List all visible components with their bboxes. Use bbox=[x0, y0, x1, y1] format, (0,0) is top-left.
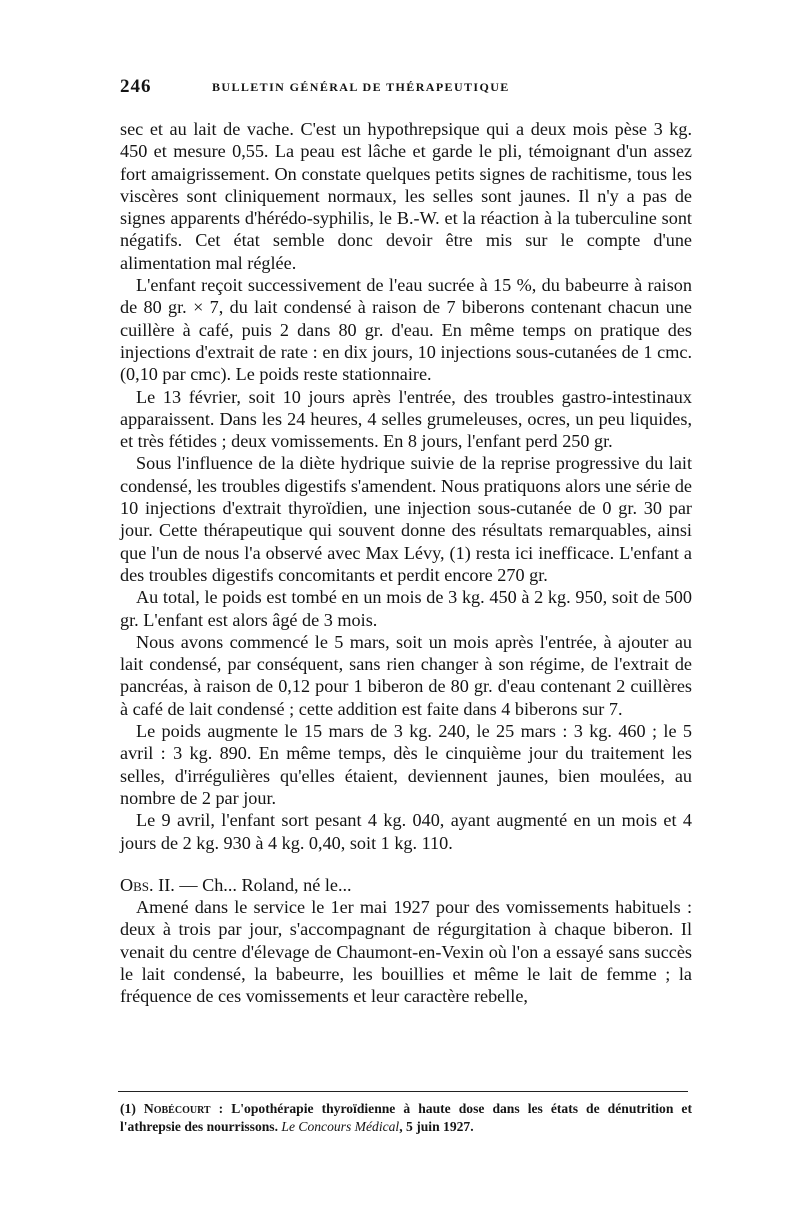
footnote-author: Nobécourt bbox=[143, 1101, 211, 1116]
paragraph: sec et au lait de vache. C'est un hypothrepsique qui a deux mois pèse 3 kg. 450 et mesure 0,55. La peau est lâche et garde le pli, témoignant d'un assez fort amaigrissement. On constate quelques petits signes de rachitisme, tous les viscères sont cliniquement normaux, les selles sont jaunes. Il n'y a pas de signes apparents d'hérédo-syphilis, le B.-W. et la réaction à la tuberculine sont négatifs. Cet état semble donc devoir être mis sur le compte d'une alimentation mal réglée. bbox=[120, 119, 692, 273]
page-header bbox=[120, 76, 690, 100]
body-text bbox=[120, 118, 692, 1008]
paragraph: Au total, le poids est tombé en un mois de 3 kg. 450 à 2 kg. 950, soit de 500 gr. L'enfant est alors âgé de 3 mois. bbox=[120, 587, 692, 630]
footnote bbox=[120, 1100, 692, 1136]
footnote-source: Le Concours Médical bbox=[281, 1119, 400, 1134]
running-title: BULLETIN GÉNÉRAL DE THÉRAPEUTIQUE bbox=[212, 80, 510, 94]
observation-paragraph: Amené dans le service le 1er mai 1927 pour des vomissements habituels : deux à trois par jour, s'accompagnant de régurgitation à chaque biberon. Il venait du centre d'élevage de Chaumont-en-Vexin où l'on a essayé sans succès le lait condensé, la babeurre, les bouillies et même le lait de femme ; la fréquence de ces vomissements et leur caractère rebelle, bbox=[120, 897, 692, 1007]
paragraph: Le 9 avril, l'enfant sort pesant 4 kg. 040, ayant augmenté en un mois et 4 jours de 2 kg. 930 à 4 kg. 0,40, soit 1 kg. 110. bbox=[120, 810, 692, 853]
paragraph: Le 13 février, soit 10 jours après l'entrée, des troubles gastro-intestinaux apparaissent. Dans les 24 heures, 4 selles grumeleuses, ocres, un peu liquides, et très fétides ; deux vomissements. En 8 jours, l'enfant perd 250 gr. bbox=[120, 386, 692, 452]
page-number: 246 bbox=[120, 76, 152, 97]
footnote-divider bbox=[118, 1091, 688, 1092]
paragraph: Le poids augmente le 15 mars de 3 kg. 240, le 25 mars : 3 kg. 460 ; le 5 avril : 3 kg. 890. En même temps, dès le cinquième jour du traitement les selles, d'irrégulières qu'elles étaient, deviennent jaunes, bien moulées, au nombre de 2 par jour. bbox=[120, 721, 692, 808]
footnote-text: : L'opothérapie thyroïdienne à haute dose dans les états de dénutrition et l'athrepsie des nourrissons. bbox=[120, 1101, 692, 1134]
footnote-date: , 5 juin 1927. bbox=[399, 1119, 474, 1134]
footnote-marker: (1) bbox=[120, 1101, 136, 1116]
paragraph: Nous avons commencé le 5 mars, soit un mois après l'entrée, à ajouter au lait condensé, par conséquent, sans rien changer à son régime, de l'extrait de pancréas, à raison de 0,12 pour 1 biberon de 80 gr. d'eau contenant 2 cuillères à café de lait condensé ; cette addition est faite dans 4 biberons sur 7. bbox=[120, 631, 692, 719]
paragraph: Sous l'influence de la diète hydrique suivie de la reprise progressive du lait condensé, les troubles digestifs s'amendent. Nous pratiquons alors une série de 10 injections d'extrait thyroïdien, une injection sous-cutanée de 0 gr. 30 par jour. Cette thérapeutique qui souvent donne des résultats remarquables, ainsi que l'un de nous l'a observé avec Max Lévy, (1) resta ici inefficace. L'enfant a des troubles digestifs concomitants et perdit encore 270 gr. bbox=[120, 453, 693, 585]
observation-title: II. — Ch... Roland, né le... bbox=[158, 874, 352, 895]
observation-heading bbox=[120, 874, 692, 896]
paragraph: L'enfant reçoit successivement de l'eau sucrée à 15 %, du babeurre à raison de 80 gr. × 7, du lait condensé à raison de 7 biberons contenant chacun une cuillère à café, puis 2 dans 80 gr. d'eau. En même temps on pratique des injections d'extrait de rate : en dix jours, 10 injections sous-cutanées de 1 cmc. (0,10 par cmc). Le poids reste stationnaire. bbox=[120, 275, 692, 385]
observation-label: Obs. bbox=[120, 874, 154, 895]
